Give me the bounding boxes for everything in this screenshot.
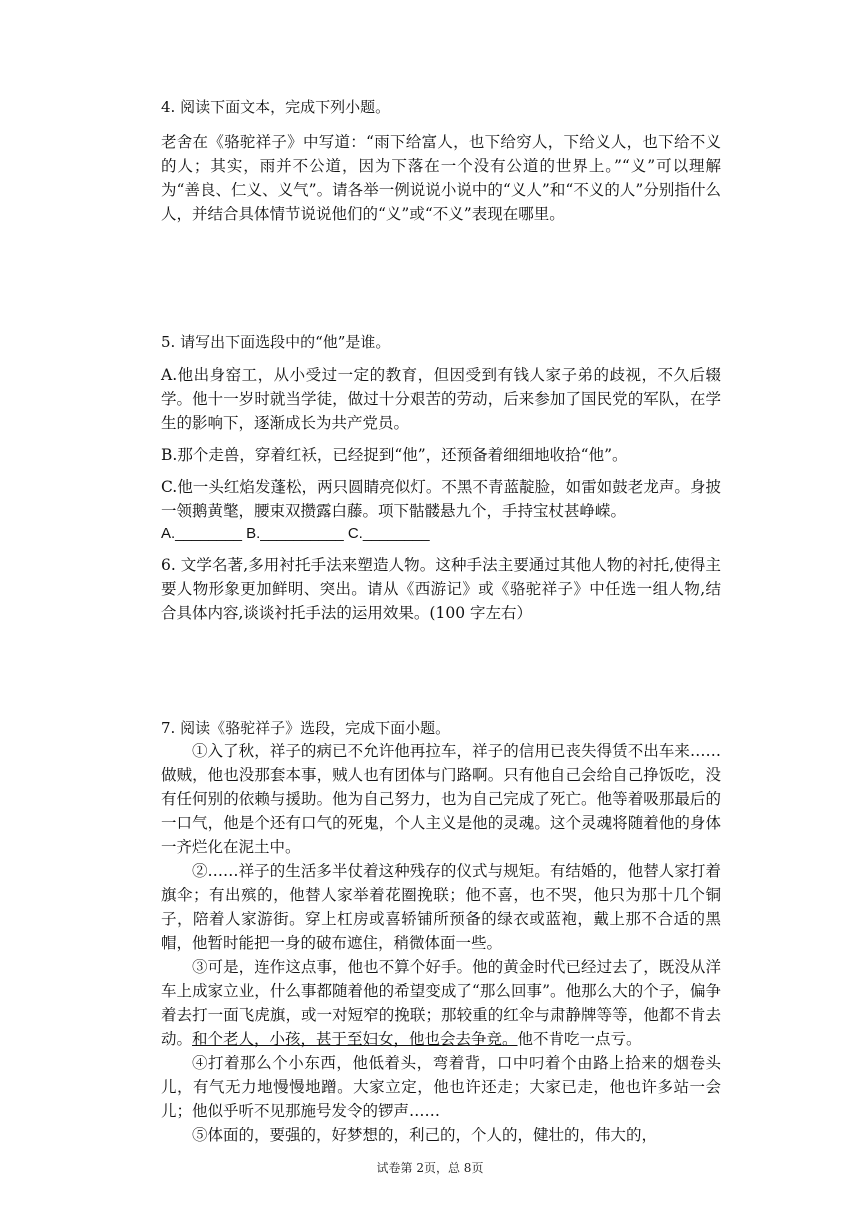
q5-option-a: A.他出身窑工，从小受过一定的教育，但因受到有钱人家子弟的歧视，不久后辍学。他十一岁时就当学徒，做过十分艰苦的劳动，后来参加了国民党的军队，在学生的影响下，逐渐成长为共产党员。 <box>161 366 721 432</box>
page-footer: 试卷第 2页，总 8页 <box>376 1161 484 1175</box>
q6-body: 6. 文学名著,多用衬托手法来塑造人物。这种手法主要通过其他人物的衬托,使得主要人物形象更加鲜明、突出。请从《西游记》或《骆驼祥子》中任选一组人物,结合具体内容,谈谈衬托手法的运用效果。(100 字左右） <box>161 556 721 622</box>
q7-paragraph-3-text: ③可是，连作这点事，他也不算个好手。他的黄金时代已经过去了，既没从洋车上成家立业，什么事都随着他的希望变成了“那么回事”。他那么大的个子，偏争着去打一面飞虎旗，或一对短窄的挽联；那较重的红伞与肃静牌等等，他都不肯去动。 <box>161 958 721 1048</box>
q7-paragraph-2: ②……祥子的生活多半仗着这种残存的仪式与规矩。有结婚的，他替人家打着旗伞；有出殡的，他替人家举着花圈挽联；他不喜，也不哭，他只为那十几个铜子，陪着人家游街。穿上杠房或喜轿铺所预备的绿衣或蓝袍，戴上那不合适的黑帽，他暂时能把一身的破布遮住，稍微体面一些。 <box>161 862 721 952</box>
q7-paragraph-4: ④打着那么个小东西，他低着头，弯着背，口中叼着个由路上拾来的烟卷头儿，有气无力地慢慢地蹭。大家立定，他也许还走；大家已走，他也许多站一会儿；他似乎听不见那施号发令的锣声…… <box>161 1054 721 1120</box>
q4-body: 老舍在《骆驼祥子》中写道：“雨下给富人，也下给穷人，下给义人，也下给不义的人；其实，雨并不公道，因为下落在一个没有公道的世界上。”“义”可以理解为“善良、仁义、义气”。请各举一例说说小说中的“义人”和“不义的人”分别指什么人，并结合具体情节说说他们的“义”或“不义”表现在哪里。 <box>161 133 721 223</box>
q5-option-c: C.他一头红焰发蓬松，两只圆睛亮似灯。不黑不青蓝靛脸，如雷如鼓老龙声。身披一领鹅黄氅，腰束双攒露白藤。项下骷髅悬九个，手持宝杖甚峥嵘。 <box>161 478 721 520</box>
q5-option-b: B.那个走兽，穿着红袄，已经捉到“他”，还预备着细细地收拾“他”。 <box>161 446 628 464</box>
q5-answer-blanks: A.________ B.__________ C.________ <box>161 525 430 542</box>
q7-paragraph-5: ⑤体面的，要强的，好梦想的，利己的，个人的，健壮的，伟大的， <box>192 1126 658 1144</box>
q4-title: 4. 阅读下面文本，完成下列小题。 <box>161 98 391 116</box>
page-content <box>161 96 721 1147</box>
q7-paragraph-1: ①入了秋，祥子的病已不允许他再拉车，祥子的信用已丧失得赁不出车来……做贼，他也没那套本事，贼人也有团体与门路啊。只有他自己会给自己挣饭吃，没有任何别的依赖与援助。他为自己努力，也为自己完成了死亡。他等着吸那最后的一口气，他是个还有口气的死鬼，个人主义是他的灵魂。这个灵魂将随着他的身体一齐烂化在泥土中。 <box>161 742 721 856</box>
q7-paragraph-3-tail: 他不肯吃一点亏。 <box>517 1030 642 1048</box>
q7-paragraph-3 <box>161 955 721 1051</box>
q5-title: 5. 请写出下面选段中的“他”是谁。 <box>161 333 391 351</box>
q7-underlined-sentence: 和个老人，小孩，甚于至妇女，他也会去争竞。 <box>192 1030 518 1048</box>
q7-title: 7. 阅读《骆驼祥子》选段，完成下面小题。 <box>161 719 451 737</box>
